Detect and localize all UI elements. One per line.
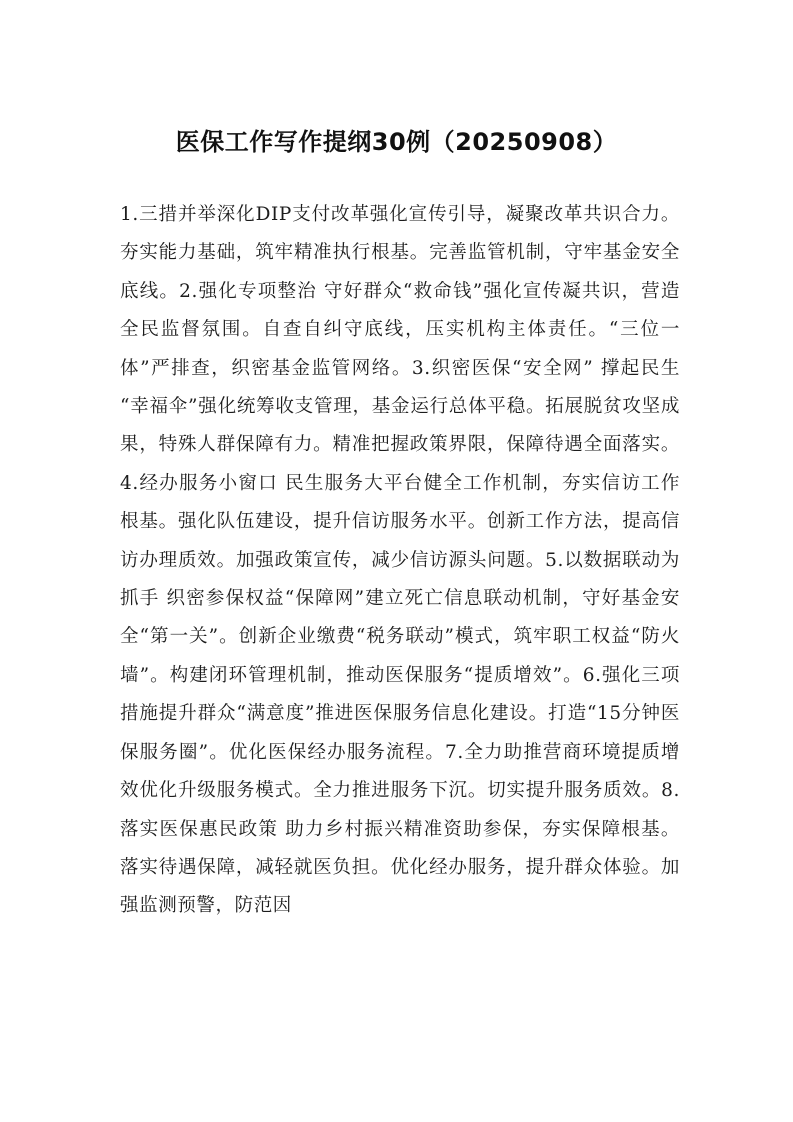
page-title: 医保工作写作提纲30例（20250908） <box>175 128 618 156</box>
body-paragraph: 1.三措并举深化DIP支付改革强化宣传引导，凝聚改革共识合力。夯实能力基础，筑牢精准执行根基。完善监管机制，守牢基金安全底线。2.强化专项整治 守好群众“救命钱”强化宣传凝共识，营造全民监督氛围。自查自纠守底线，压实机构主体责任。“三位一体”严排查，织密基金监管网络。3.织密医保“安全网” 撑起民生 “幸福伞”强化统筹收支管理，基金运行总体平稳。拓展脱贫攻坚成果，特殊人群保障有力。精准把握政策界限，保障待遇全面落实。4.经办服务小窗口 民生服务大平台健全工作机制，夯实信访工作根基。强化队伍建设，提升信访服务水平。创新工作方法，提高信访办理质效。加强政策宣传，减少信访源头问题。5.以数据联动为抓手 织密参保权益“保障网”建立死亡信息联动机制，守好基金安全“第一关”。创新企业缴费“税务联动”模式，筑牢职工权益“防火墙”。构建闭环管理机制，推动医保服务“提质增效”。6.强化三项措施提升群众“满意度”推进医保服务信息化建设。打造“15分钟医保服务圈”。优化医保经办服务流程。7.全力助推营商环境提质增效优化升级服务模式。全力推进服务下沉。切实提升服务质效。8.落实医保惠民政策 助力乡村振兴精准资助参保，夯实保障根基。落实待遇保障，减轻就医负担。优化经办服务，提升群众体验。加强监测预警，防范因 <box>120 204 680 917</box>
